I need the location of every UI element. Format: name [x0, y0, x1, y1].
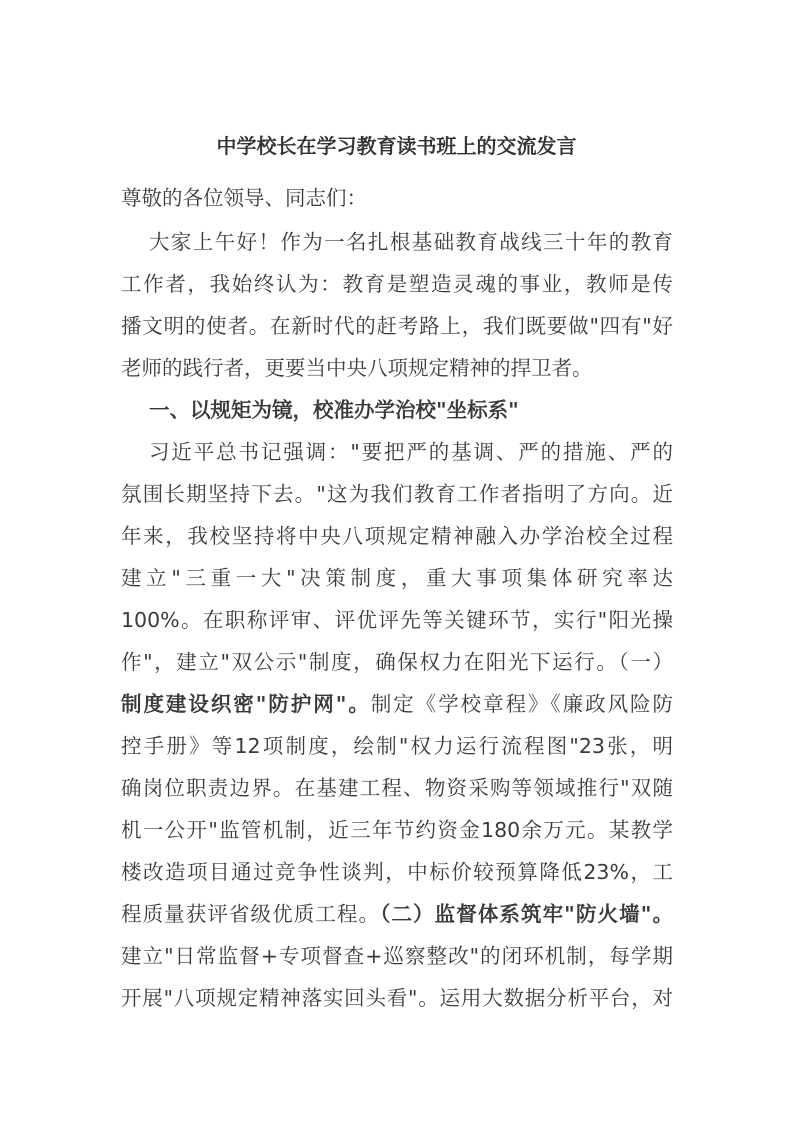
paragraph-line: 建立"三重一大"决策制度，重大事项集体研究率达 [121, 566, 673, 590]
document-title: 中学校长在学习教育读书班上的交流发言 [216, 134, 577, 158]
paragraph-text: 制定《学校章程》《廉政风险防 [370, 692, 673, 716]
paragraph-line: 100%。在职称评审、评优评先等关键环节，实行"阳光操 [121, 608, 673, 632]
paragraph-line [121, 689, 673, 719]
paragraph-line: 确岗位职责边界。在基建工程、物资采购等领域推行"双随 [121, 776, 673, 800]
paragraph-line: 建立"日常监督+专项督查+巡察整改"的闭环机制，每学期 [121, 944, 673, 968]
paragraph-line: 工作者，我始终认为：教育是塑造灵魂的事业，教师是传 [121, 272, 673, 296]
paragraph-line: 作"，建立"双公示"制度，确保权力在阳光下运行。（一） [121, 650, 673, 674]
paragraph-line: 习近平总书记强调："要把严的基调、严的措施、严的 [149, 440, 673, 464]
paragraph-line: 机一公开"监管机制，近三年节约资金180余万元。某教学 [121, 818, 673, 842]
paragraph-line: 年来，我校坚持将中央八项规定精神融入办学治校全过程 [121, 524, 673, 548]
greeting: 尊敬的各位领导、同志们： [121, 186, 367, 210]
paragraph-text: 程质量获评省级优质工程。 [121, 902, 381, 926]
subheading-bold: 制度建设织密"防护网"。 [121, 692, 371, 716]
subheading-bold: （二）监督体系筑牢"防火墙"。 [380, 902, 673, 926]
section-heading: 一、以规矩为镜，校准办学治校"坐标系" [149, 398, 519, 422]
paragraph-line: 楼改造项目通过竞争性谈判，中标价较预算降低23%，工 [121, 860, 673, 884]
paragraph-line: 氛围长期坚持下去。"这为我们教育工作者指明了方向。近 [121, 482, 673, 506]
paragraph-line: 开展"八项规定精神落实回头看"。运用大数据分析平台，对 [121, 986, 673, 1010]
paragraph-line: 大家上午好！作为一名扎根基础教育战线三十年的教育 [149, 230, 673, 254]
paragraph-line: 控手册》等12项制度，绘制"权力运行流程图"23张，明 [121, 734, 673, 758]
paragraph-line: 播文明的使者。在新时代的赶考路上，我们既要做"四有"好 [121, 314, 673, 338]
paragraph-line: 老师的践行者，更要当中央八项规定精神的捍卫者。 [121, 356, 593, 380]
paragraph-line [121, 899, 673, 929]
